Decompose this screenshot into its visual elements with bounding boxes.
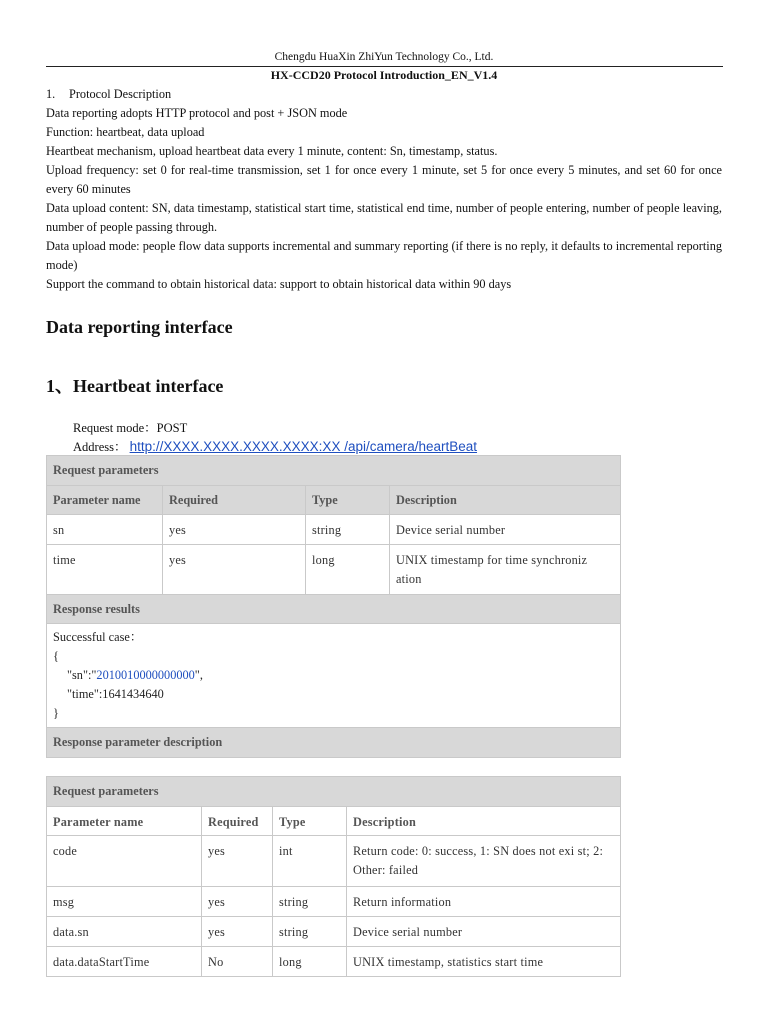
- intro-line: Upload frequency: set 0 for real-time transmission, set 1 for once every 1 minute, set 5 for once every 5 minutes, and set 60 for once every 60 minutes: [46, 163, 722, 196]
- column-header: Parameter name: [47, 486, 163, 515]
- section-heading: [46, 85, 722, 104]
- json-open-brace: {: [53, 649, 59, 663]
- section-label: Request parameters: [47, 456, 621, 486]
- protocol-description: [46, 85, 722, 294]
- address-link[interactable]: http://XXXX.XXXX.XXXX.XXXX:XX /api/camera/heartBeat: [129, 439, 478, 454]
- table-cell: yes: [163, 515, 306, 545]
- table-cell: long: [273, 947, 347, 977]
- json-sn-value: 2010010000000000: [96, 668, 195, 682]
- table-cell: yes: [202, 917, 273, 947]
- column-header: Required: [163, 486, 306, 515]
- column-header: Parameter name: [47, 807, 202, 836]
- table-cell: string: [273, 917, 347, 947]
- column-header: Type: [273, 807, 347, 836]
- table-cell: Return information: [347, 887, 621, 917]
- response-parameter-table: [46, 776, 621, 977]
- table-cell: No: [202, 947, 273, 977]
- table-cell: string: [273, 887, 347, 917]
- table-row: [47, 836, 621, 887]
- column-header: Required: [202, 807, 273, 836]
- table-cell: data.dataStartTime: [47, 947, 202, 977]
- column-header: Description: [390, 486, 621, 515]
- table-cell: yes: [163, 545, 306, 595]
- table-cell: Device serial number: [347, 917, 621, 947]
- table-cell: time: [47, 545, 163, 595]
- intro-line: Function: heartbeat, data upload: [46, 125, 205, 139]
- table-cell: UNIX timestamp, statistics start time: [347, 947, 621, 977]
- section-label: Response parameter description: [47, 728, 621, 758]
- section-label: Request parameters: [47, 777, 621, 807]
- table-header-row: [47, 486, 621, 515]
- table-cell: Return code: 0: success, 1: SN does not exi st; 2: Other: failed: [347, 836, 621, 887]
- table-row: [47, 947, 621, 977]
- request-address: [73, 437, 477, 455]
- table-cell: msg: [47, 887, 202, 917]
- json-sn-line: [53, 666, 614, 685]
- request-mode-value: POST: [156, 421, 188, 435]
- request-mode: [73, 418, 187, 436]
- intro-line: Heartbeat mechanism, upload heartbeat data every 1 minute, content: Sn, timestamp, status.: [46, 144, 498, 158]
- section-row: [47, 777, 621, 807]
- table-row: [47, 515, 621, 545]
- column-header: Description: [347, 807, 621, 836]
- table-cell: data.sn: [47, 917, 202, 947]
- heartbeat-request-table: [46, 455, 621, 758]
- json-key: "sn":": [67, 668, 97, 682]
- response-label: Successful case：: [53, 630, 143, 644]
- response-example: [47, 624, 621, 728]
- table-row: [47, 917, 621, 947]
- section-number: 1.: [46, 87, 56, 101]
- table-cell: int: [273, 836, 347, 887]
- table-cell: sn: [47, 515, 163, 545]
- table-cell: yes: [202, 836, 273, 887]
- table-cell: UNIX timestamp for time synchroniz ation: [390, 545, 621, 595]
- company-header: Chengdu HuaXin ZhiYun Technology Co., Ltd.: [274, 51, 494, 63]
- table-row: [47, 545, 621, 595]
- json-punct: ",: [194, 668, 203, 682]
- heartbeat-heading: 1、Heartbeat interface: [46, 376, 224, 396]
- document-title: HX-CCD20 Protocol Introduction_EN_V1.4: [270, 68, 498, 82]
- table-row: [47, 887, 621, 917]
- table-cell: Device serial number: [390, 515, 621, 545]
- intro-line: Data upload mode: people flow data supports incremental and summary reporting (if there is no reply, it defaults to incremental reporting mode): [46, 239, 722, 272]
- header-rule: [46, 66, 723, 67]
- section-row: [47, 456, 621, 486]
- table-cell: yes: [202, 887, 273, 917]
- section-label: Response results: [47, 595, 621, 624]
- json-time-line: "time":1641434640: [67, 687, 164, 701]
- table-header-row: [47, 807, 621, 836]
- table-cell: string: [306, 515, 390, 545]
- section-row: [47, 728, 621, 758]
- table-cell: long: [306, 545, 390, 595]
- json-close-brace: }: [53, 706, 59, 720]
- intro-line: Data reporting adopts HTTP protocol and post + JSON mode: [46, 106, 348, 120]
- table-cell: code: [47, 836, 202, 887]
- intro-line: Support the command to obtain historical data: support to obtain historical data within 90 days: [46, 277, 512, 291]
- response-example-row: [47, 624, 621, 728]
- request-mode-label: Request mode：: [73, 421, 157, 435]
- request-address-label: Address：: [73, 440, 127, 454]
- intro-line: Data upload content: SN, data timestamp, statistical start time, statistical end time, number of people entering, number of people leaving, number of people passing through.: [46, 201, 722, 234]
- section-row: [47, 595, 621, 624]
- section-title: Protocol Description: [69, 87, 172, 101]
- column-header: Type: [306, 486, 390, 515]
- interface-heading: Data reporting interface: [46, 317, 233, 337]
